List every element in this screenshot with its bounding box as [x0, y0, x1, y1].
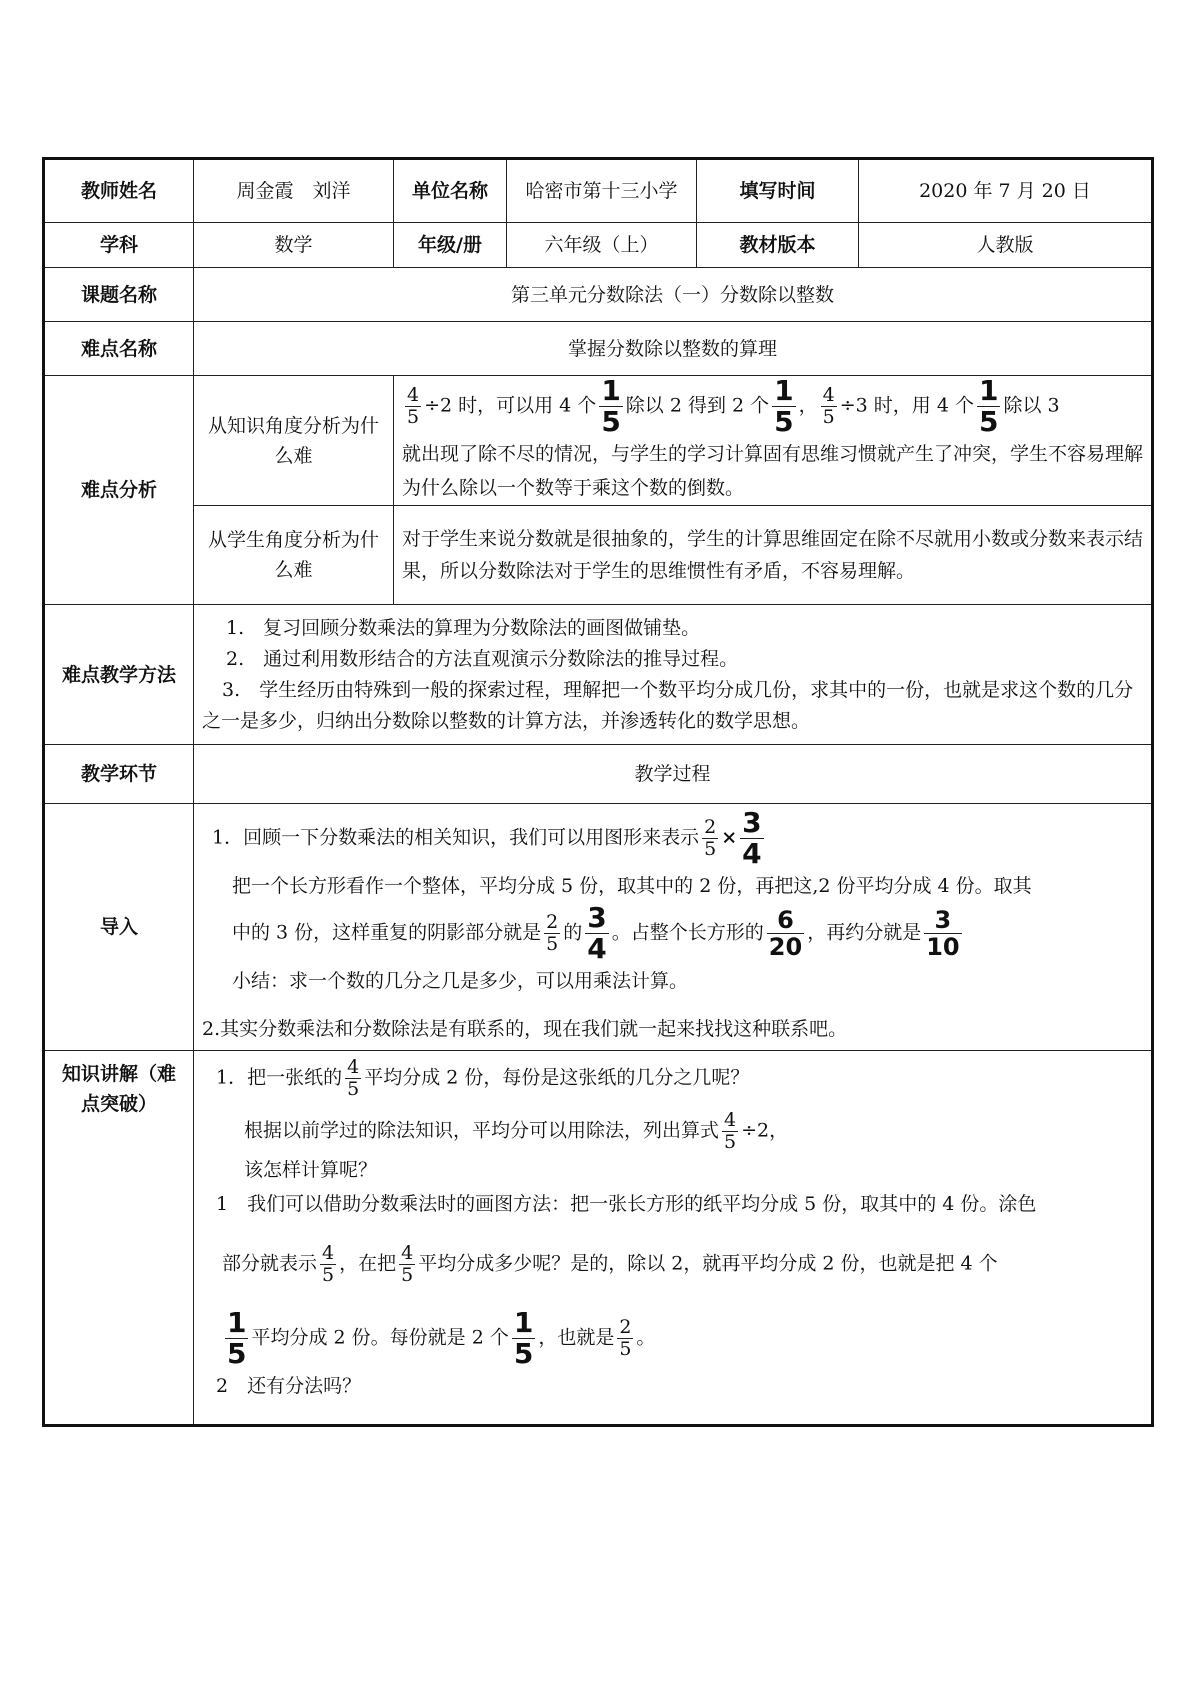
- fraction-4-5: $\frac{4}{5}$: [347, 1056, 360, 1100]
- difficulty-label: 难点名称: [44, 322, 194, 376]
- fraction-4-5: $\frac{4}{5}$: [401, 1242, 414, 1286]
- method-label: 难点教学方法: [44, 605, 194, 745]
- teacher-value: 周金霞 刘洋: [194, 159, 394, 223]
- fraction-2-5: $\frac{2}{5}$: [546, 911, 559, 955]
- topic-value: 第三单元分数除法（一）分数除以整数: [194, 268, 1153, 322]
- fraction-2-5: $\frac{2}{5}$: [704, 816, 717, 860]
- knowledge-angle-text: $\frac{4}{5}$ ÷2 时，可以用 4 个 $\frac{1}{5}$ 除以 2 得到 2 个 $\frac{1}{5}$ ， $\frac{4}{5}$ ÷3 时，用 4 个 $\frac{1}{5}$ 除以 3 就出现了除不尽的情况，与学生的学习计算固有思维习惯就产生了冲突，学生不容易理解为什么除以一个数等于乘这个数的倒数。: [394, 376, 1153, 506]
- analysis-label: 难点分析: [44, 376, 194, 605]
- fraction-4-5: $\frac{4}{5}$: [407, 384, 420, 428]
- knowledge-angle-label: 从知识角度分析为什么难: [194, 376, 394, 506]
- subject-label: 学科: [44, 223, 194, 268]
- time-label: 填写时间: [697, 159, 859, 223]
- method-item: 1. 复习回顾分数乘法的算理为分数除法的画图做铺垫。: [226, 616, 701, 639]
- fraction-1-5: $\frac{1}{5}$: [774, 374, 794, 438]
- time-value: 2020 年 7 月 20 日: [859, 159, 1153, 223]
- fraction-6-20: $\frac{6}{20}$: [768, 906, 803, 961]
- fraction-1-5: $\frac{1}{5}$: [978, 374, 999, 438]
- grade-label: 年级/册: [394, 223, 507, 268]
- grade-value: 六年级（上）: [507, 223, 697, 268]
- method-item: 3. 学生经历由特殊到一般的探索过程，理解把一个数平均分成几份，求其中的一份，也就是求这个数的几分之一是多少，归纳出分数除以整数的计算方法，并渗透转化的数学思想。: [202, 678, 1134, 732]
- topic-label: 课题名称: [44, 268, 194, 322]
- edition-label: 教材版本: [697, 223, 859, 268]
- lecture-content: 1．把一张纸的 $\frac{4}{5}$ 平均分成 2 份，每份是这张纸的几分之几呢？ 根据以前学过的除法知识，平均分可以用除法，列出算式 $\frac{4}{5}$ ÷2， 该怎样计算呢？ 1 我们可以借助分数乘法时的画图方法：把一张长方形的纸平均分成 5 份，取其中的 4 份。涂色 部分就表示 $\frac{4}{5}$ ，在把 $\frac{4}{5}$ 平均分成多少呢？是的，除以 2，就再平均分成 2 份，也就是把 4 个 $\frac{1}{5}$ 平均分成 2 份。每份就是 2 个 $\frac{1}{5}$ ，也就是 $\frac{2}{5}$ 。 2 还有分法吗？: [194, 1051, 1153, 1426]
- subject-value: 数学: [194, 223, 394, 268]
- unit-label: 单位名称: [394, 159, 507, 223]
- lecture-label: 知识讲解（难点突破）: [44, 1051, 194, 1426]
- process-value: 教学过程: [194, 745, 1153, 804]
- difficulty-value: 掌握分数除以整数的算理: [194, 322, 1153, 376]
- intro-label: 导入: [44, 804, 194, 1051]
- fraction-3-10: $\frac{3}{10}$: [926, 906, 960, 961]
- fraction-1-5: $\frac{1}{5}$: [601, 374, 621, 438]
- fraction-1-5: $\frac{1}{5}$: [513, 1306, 534, 1370]
- unit-value: 哈密市第十三小学: [507, 159, 697, 223]
- fraction-1-5: $\frac{1}{5}$: [227, 1306, 247, 1370]
- intro-content: 1．回顾一下分数乘法的相关知识，我们可以用图形来表示 $\frac{2}{5}$ × $\frac{3}{4}$ 把一个长方形看作一个整体，平均分成 5 份，取其中的 2 份，再把这,2 份平均分成 4 份。取其 中的 3 份，这样重复的阴影部分就是 $\frac{2}{5}$ 的 $\frac{3}{4}$ 。占整个长方形的 $\frac{6}{20}$ ，再约分就是 $\frac{3}{10}$ 小结：求一个数的几分之几是多少，可以用乘法计算。 2.其实分数乘法和分数除法是有联系的，现在我们就一起来找找这种联系吧。: [194, 804, 1153, 1051]
- fraction-3-4: $\frac{3}{4}$: [587, 901, 607, 965]
- method-list: [194, 605, 1153, 745]
- lesson-plan-table: [42, 157, 1154, 1427]
- fraction-4-5: $\frac{4}{5}$: [724, 1109, 737, 1153]
- process-label: 教学环节: [44, 745, 194, 804]
- student-angle-label: 从学生角度分析为什么难: [194, 506, 394, 605]
- edition-value: 人教版: [859, 223, 1153, 268]
- times-icon: ×: [721, 826, 738, 849]
- fraction-4-5: $\frac{4}{5}$: [322, 1242, 335, 1286]
- method-item: 2. 通过利用数形结合的方法直观演示分数除法的推导过程。: [226, 647, 739, 670]
- fraction-3-4: $\frac{3}{4}$: [742, 806, 762, 870]
- fraction-2-5: $\frac{2}{5}$: [619, 1316, 632, 1360]
- teacher-label: 教师姓名: [44, 159, 194, 223]
- fraction-4-5: $\frac{4}{5}$: [822, 384, 835, 428]
- student-angle-text: 对于学生来说分数就是很抽象的，学生的计算思维固定在除不尽就用小数或分数来表示结果，所以分数除法对于学生的思维惯性有矛盾，不容易理解。: [394, 506, 1153, 605]
